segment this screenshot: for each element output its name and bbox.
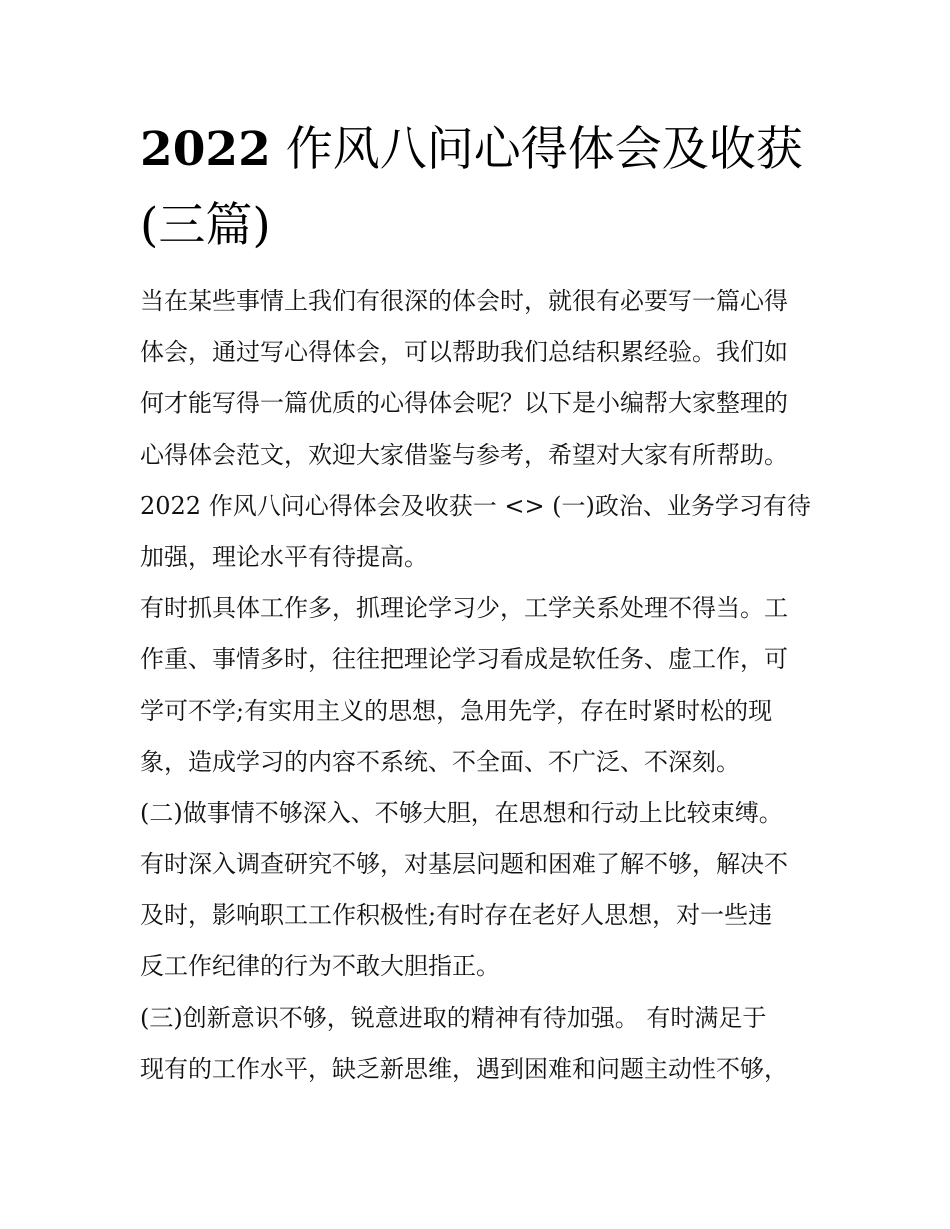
body-line: 有时深入调查研究不够，对基层问题和困难了解不够，解决不	[140, 850, 788, 879]
title-year: 2022	[140, 122, 271, 177]
body-line: (三)创新意识不够，锐意进取的精神有待加强。 有时满足于	[140, 1003, 767, 1032]
body-line: 作重、事情多时，往往把理论学习看成是软任务、虚工作，可	[140, 645, 788, 674]
body-line: 现有的工作水平，缺乏新思维，遇到困难和问题主动性不够，	[140, 1054, 788, 1083]
title-text: 作风八问心得体会及收获	[285, 122, 803, 177]
body-line: 2022 作风八问心得体会及收获一 <> (一)政治、业务学习有待	[140, 491, 811, 520]
title-line-2: (三篇)	[140, 198, 271, 253]
body-line: 心得体会范文，欢迎大家借鉴与参考，希望对大家有所帮助。	[140, 440, 788, 469]
body-line: 体会，通过写心得体会，可以帮助我们总结积累经验。我们如	[140, 338, 788, 367]
document-title	[140, 112, 820, 264]
body-line: 反工作纪律的行为不敢大胆指正。	[140, 952, 500, 981]
document-body	[140, 276, 815, 1095]
body-line: 加强，理论水平有待提高。	[140, 542, 428, 571]
body-line: 有时抓具体工作多，抓理论学习少，工学关系处理不得当。工	[140, 594, 788, 623]
body-line: 及时，影响职工工作积极性;有时存在老好人思想，对一些违	[140, 901, 773, 930]
body-line: 学可不学;有实用主义的思想，急用先学，存在时紧时松的现	[140, 696, 773, 725]
body-line: 象，造成学习的内容不系统、不全面、不广泛、不深刻。	[140, 747, 740, 776]
body-line: 何才能写得一篇优质的心得体会呢？以下是小编帮大家整理的	[140, 389, 788, 418]
body-line: (二)做事情不够深入、不够大胆，在思想和行动上比较束缚。	[140, 798, 783, 827]
body-line: 当在某些事情上我们有很深的体会时，就很有必要写一篇心得	[140, 287, 788, 315]
